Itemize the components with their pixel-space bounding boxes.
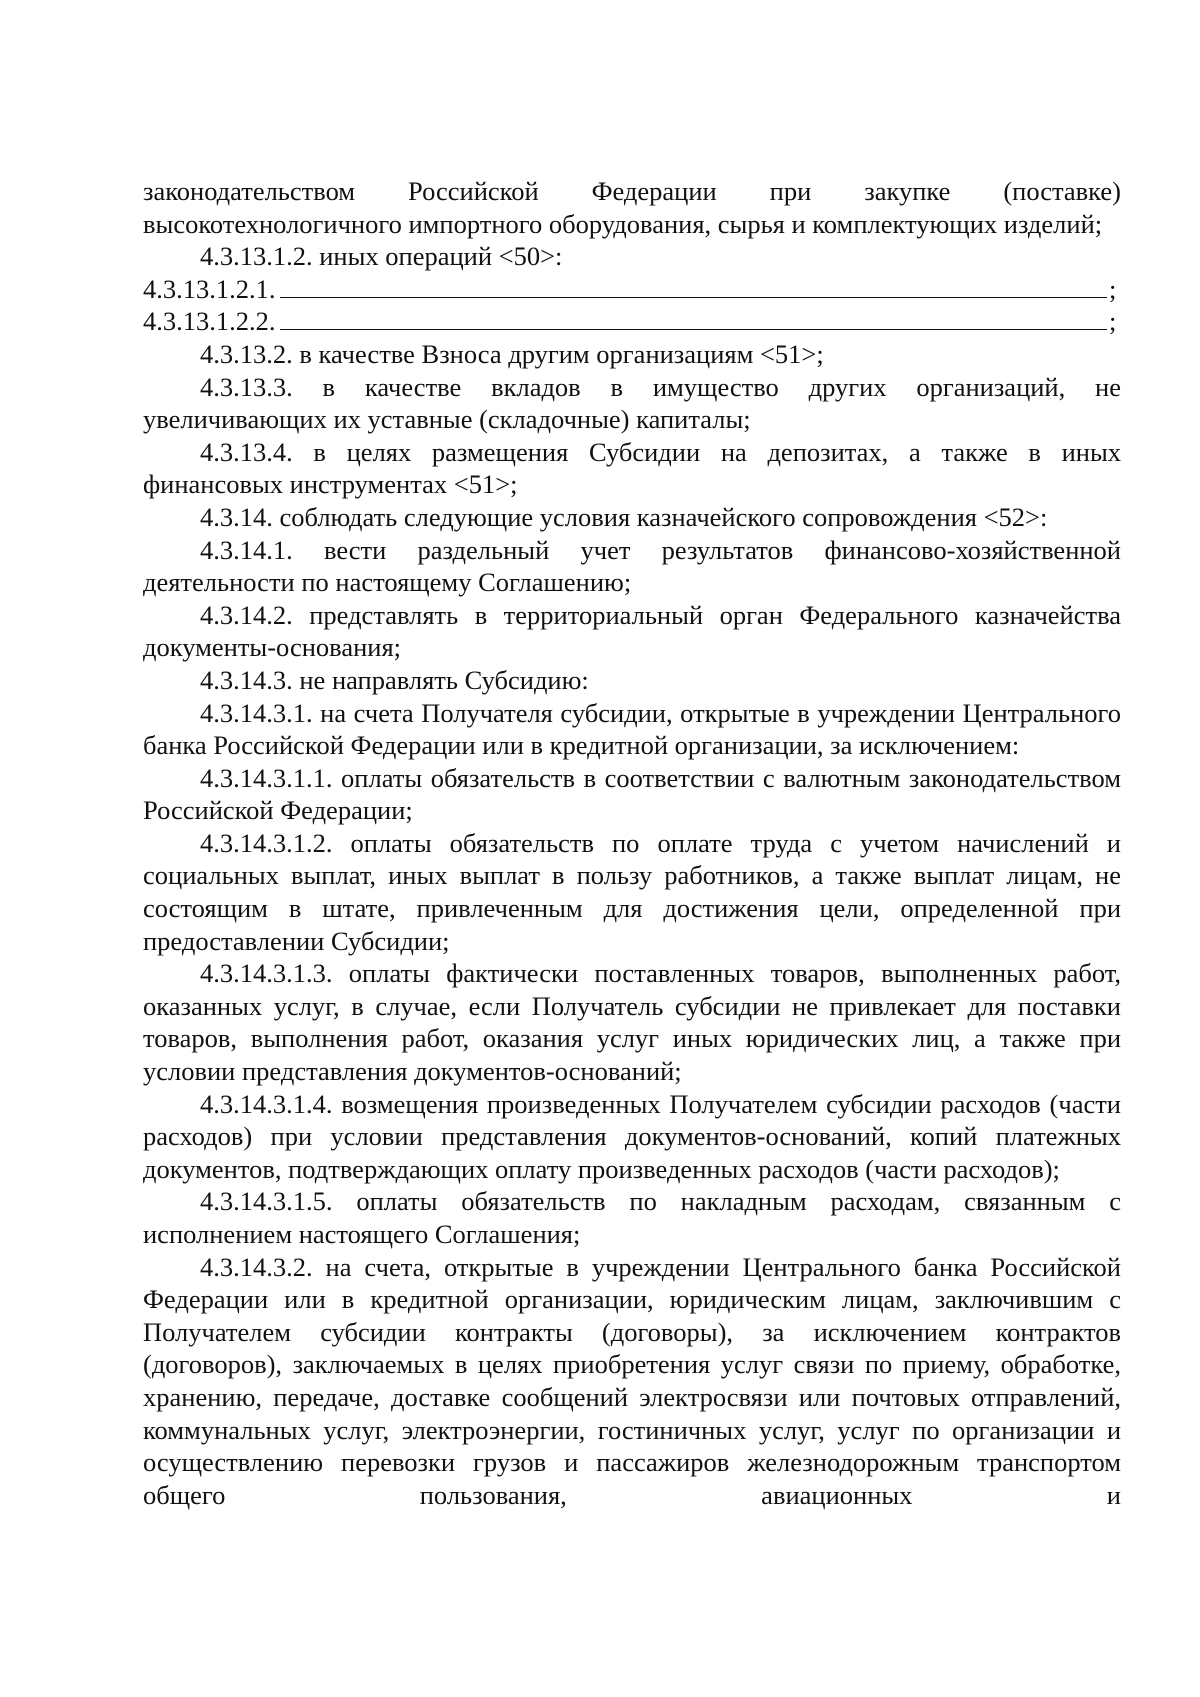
paragraph-4-3-13-2: 4.3.13.2. в качестве Взноса другим организациям <51>; (200, 338, 824, 369)
paragraph-4-3-14-3-1-4: 4.3.14.3.1.4. возмещения произведенных Получателем субсидии расходов (части расходов) при условии представления документов-оснований, копий платежных документов, подтверждающих оплату произведенных расходов (части расходов); (143, 1088, 1121, 1184)
paragraph-4-3-13-3: 4.3.13.3. в качестве вкладов в имущество других организаций, не увеличивающих их уставные (складочные) капиталы; (143, 371, 1121, 435)
paragraph-4-3-14-3-1-3: 4.3.14.3.1.3. оплаты фактически поставленных товаров, выполненных работ, оказанных услуг, в случае, если Получатель субсидии не привлекает для поставки товаров, выполнения работ, оказания услуг иных юридических лиц, а также при условии представления документов-оснований; (143, 958, 1121, 1087)
fill-line-4-3-13-1-2-2 (143, 305, 1121, 338)
paragraph-4-3-13-4: 4.3.13.4. в целях размещения Субсидии на депозитах, а также в иных финансовых инструментах <51>; (143, 436, 1121, 500)
blank-underline (280, 273, 1108, 298)
fill-line-ending: ; (1109, 273, 1117, 304)
paragraph-4-3-14-3: 4.3.14.3. не направлять Субсидию: (200, 664, 589, 695)
fill-line-ending: ; (1109, 306, 1117, 337)
document-page (143, 175, 1121, 1511)
paragraph-4-3-14-3-1-5: 4.3.14.3.1.5. оплаты обязательств по накладным расходам, связанным с исполнением настоящего Соглашения; (143, 1186, 1121, 1249)
paragraph-continuation: законодательством Российской Федерации при закупке (поставке) высокотехнологичного импортного оборудования, сырья и комплектующих изделий; (143, 176, 1121, 239)
paragraph-4-3-14-1: 4.3.14.1. вести раздельный учет результатов финансово-хозяйственной деятельности по настоящему Соглашению; (143, 534, 1121, 598)
fill-line-number: 4.3.13.1.2.1. (143, 273, 276, 304)
paragraph-4-3-14-3-1: 4.3.14.3.1. на счета Получателя субсидии, открытые в учреждении Центрального банка Российской Федерации или в кредитной организации, за исключением: (143, 697, 1121, 761)
blank-underline (280, 305, 1108, 330)
paragraph-4-3-14-3-1-1: 4.3.14.3.1.1. оплаты обязательств в соответствии с валютным законодательством Российской Федерации; (143, 762, 1121, 826)
paragraph-4-3-14: 4.3.14. соблюдать следующие условия казначейского сопровождения <52>: (200, 501, 1048, 532)
paragraph-4-3-14-2: 4.3.14.2. представлять в территориальный орган Федерального казначейства документы-основания; (143, 599, 1121, 663)
paragraph-4-3-14-3-1-2: 4.3.14.3.1.2. оплаты обязательств по оплате труда с учетом начислений и социальных выплат, иных выплат в пользу работников, а также выплат лицам, не состоящим в штате, привлеченным для достижения цели, определенной при предоставлении Субсидии; (143, 827, 1121, 956)
fill-line-4-3-13-1-2-1 (143, 273, 1121, 306)
paragraph-4-3-14-3-2: 4.3.14.3.2. на счета, открытые в учреждении Центрального банка Российской Федерации или в кредитной организации, юридическим лицам, заключившим с Получателем субсидии контракты (договоры), за исключением контрактов (договоров), заключаемых в целях приобретения услуг связи по приему, обработке, хранению, передаче, доставке сообщений электросвязи или почтовых отправлений, коммунальных услуг, электроэнергии, гостиничных услуг, услуг по организации и осуществлению перевозки грузов и пассажиров железнодорожным транспортом общего пользования, авиационных и (143, 1251, 1121, 1510)
fill-line-number: 4.3.13.1.2.2. (143, 306, 276, 337)
paragraph-4-3-13-1-2: 4.3.13.1.2. иных операций <50>: (200, 241, 563, 272)
